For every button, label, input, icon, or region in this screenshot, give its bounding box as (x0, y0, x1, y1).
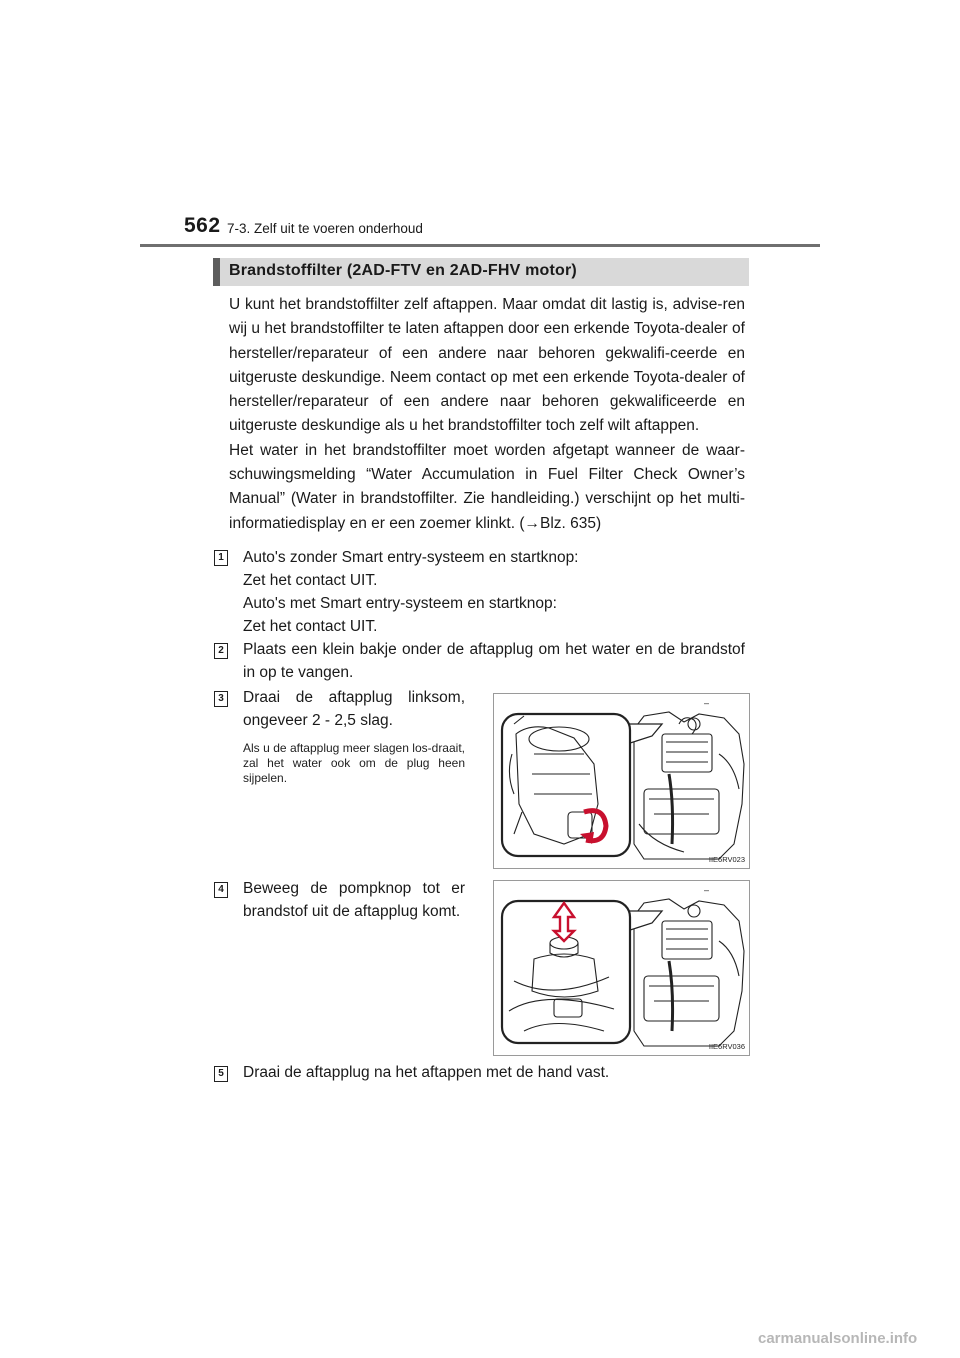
section-header (213, 258, 749, 286)
drain-plug-illustration (494, 694, 749, 868)
step-number-5: 5 (214, 1066, 228, 1082)
step-number-2: 2 (214, 643, 228, 659)
intro-paragraph-2: Het water in het brandstoffilter moet worden afgetapt wanneer de waar-schuwingsmelding “Water Accumulation in Fuel Filter Check Owner’s Manual” (Water in brandstoffilter. Zie handleiding.) verschijnt op het multi-informatiedisplay en er een zoemer klinkt. (→Blz. 635) (229, 441, 745, 532)
figure-drain-plug (493, 693, 750, 869)
step-4-text: Beweeg de pompknop tot er brandstof uit de aftapplug komt. (243, 880, 465, 920)
step-3-text: Draai de aftapplug linksom, ongeveer 2 - 2,5 slag. (243, 689, 465, 729)
header-rule (140, 244, 820, 247)
intro-paragraph-1: U kunt het brandstoffilter zelf aftappen. Maar omdat dit lastig is, advise-ren wij u het brandstoffilter te laten aftappen door een erkende Toyota-dealer of hersteller/reparateur of een andere naar behoren gekwalifi-ceerde en uitgeruste deskundige. Neem contact op met een erkende Toyota-dealer of hersteller/reparateur of een andere naar behoren gekwalificeerde en uitgeruste deskundige als u het brandstoffilter toch zelf wilt aftappen. (229, 296, 745, 435)
step-5-text: Draai de aftapplug na het aftappen met de hand vast. (243, 1064, 610, 1081)
svg-text:–: – (704, 698, 710, 708)
step-3-note: Als u de aftapplug meer slagen los-draait, zal het water ook om de plug heen sijpelen. (243, 741, 465, 785)
step-1-line-1: Auto's zonder Smart entry-systeem en startknop: (243, 549, 579, 566)
pump-knob-illustration (494, 881, 749, 1055)
step-1-line-3: Auto's met Smart entry-systeem en startknop: (243, 595, 557, 612)
page-number: 562 (184, 214, 221, 237)
step-4 (243, 877, 465, 923)
step-2 (243, 638, 745, 684)
step-5 (243, 1061, 745, 1084)
step-1 (243, 546, 745, 638)
watermark: carmanualsonline.info (758, 1330, 918, 1347)
step-3 (243, 686, 465, 732)
step-number-3: 3 (214, 691, 228, 707)
step-number-4: 4 (214, 882, 228, 898)
figure-1-code: IIE6RV023 (708, 855, 745, 864)
intro-text (229, 293, 745, 536)
step-number-1: 1 (214, 550, 228, 566)
svg-text:–: – (704, 885, 710, 895)
step-2-text: Plaats een klein bakje onder de aftapplug om het water en de brandstof in op te vangen. (243, 641, 745, 681)
step-1-line-2: Zet het contact UIT. (243, 572, 378, 589)
figure-pump-knob (493, 880, 750, 1056)
figure-2-code: IIE6RV036 (708, 1042, 745, 1051)
section-header-bar (213, 258, 220, 286)
step-1-line-4: Zet het contact UIT. (243, 618, 378, 635)
section-title: Brandstoffilter (2AD-FTV en 2AD-FHV motor) (229, 262, 577, 279)
chapter-title: 7-3. Zelf uit te voeren onderhoud (227, 221, 423, 236)
